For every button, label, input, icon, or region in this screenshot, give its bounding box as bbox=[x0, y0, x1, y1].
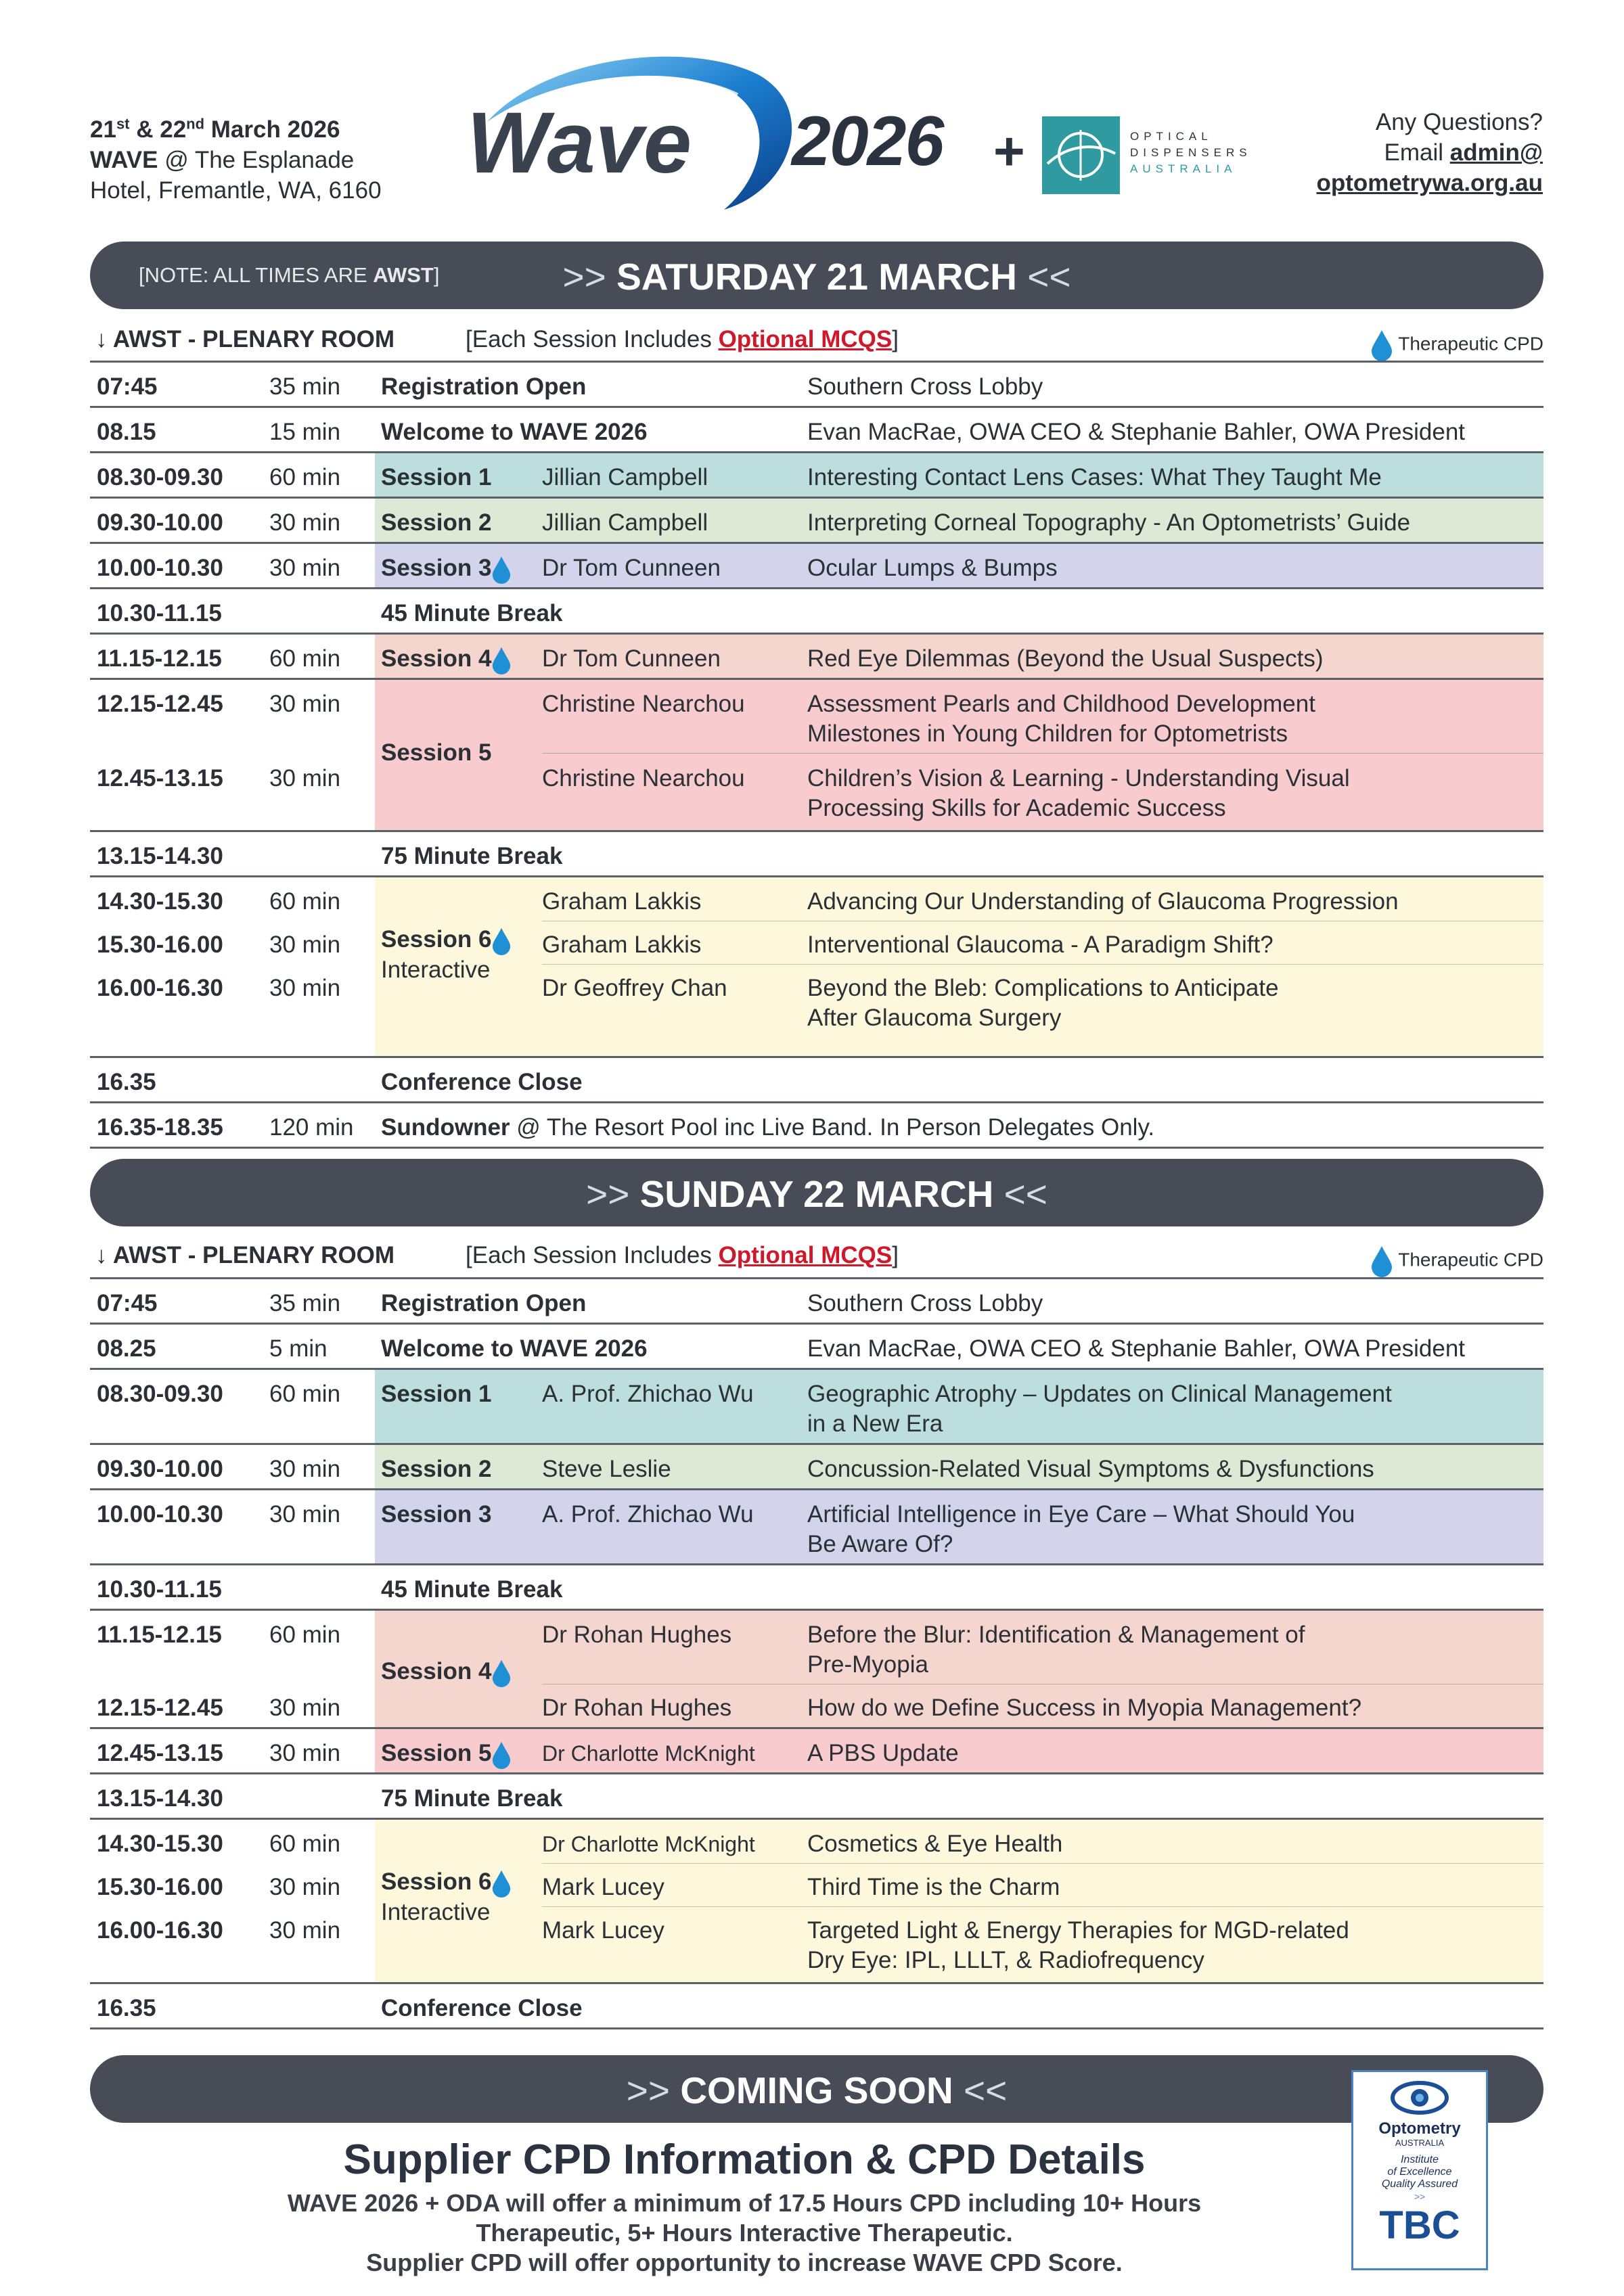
cpd-line-3: Supplier CPD will offer opportunity to increase WAVE CPD Score. bbox=[366, 2249, 1123, 2276]
therapeutic-drop-icon bbox=[491, 927, 512, 955]
table-row: 08.30-09.30 60 min Session 1 Jillian Campbell Interesting Contact Lens Cases: What They Taught Me bbox=[90, 453, 1543, 499]
logo-plus: + bbox=[993, 121, 1025, 181]
mcq-note: [Each Session Includes Optional MCQS] bbox=[466, 1242, 899, 1268]
event-date-venue bbox=[90, 108, 382, 206]
sunday-banner: >> SUNDAY 22 MARCH << bbox=[90, 1159, 1543, 1226]
event-venue: WAVE @ The Esplanade bbox=[90, 146, 355, 173]
cpd-legend: Therapeutic CPD bbox=[1370, 1245, 1543, 1277]
table-row: 10.00-10.30 30 min Session 3 Dr Tom Cunneen Ocular Lumps & Bumps bbox=[90, 544, 1543, 589]
sunday-schedule bbox=[90, 1277, 1543, 2029]
coming-soon-title: COMING SOON bbox=[680, 2069, 953, 2111]
table-row: 16.35 Conference Close bbox=[90, 1058, 1543, 1103]
contact-email: Email admin@ bbox=[1384, 139, 1543, 166]
oda-line-3: AUSTRALIA bbox=[1130, 162, 1237, 175]
oda-logo bbox=[1042, 116, 1259, 198]
therapeutic-drop-icon bbox=[491, 646, 512, 674]
mcq-note: [Each Session Includes Optional MCQS] bbox=[466, 326, 899, 352]
wave-logo-text: Wave bbox=[467, 95, 692, 191]
water-drop-icon bbox=[1370, 1245, 1393, 1277]
therapeutic-drop-icon bbox=[491, 1869, 512, 1898]
therapeutic-drop-icon bbox=[491, 555, 512, 584]
time-note: [NOTE: ALL TIMES ARE AWST] bbox=[139, 263, 440, 287]
table-row: 13.15-14.30 75 Minute Break bbox=[90, 832, 1543, 877]
cpd-line-2: Therapeutic, 5+ Hours Interactive Therapeutic. bbox=[476, 2219, 1013, 2247]
optional-mcqs-link[interactable]: Optional MCQS bbox=[718, 1242, 893, 1268]
supplier-cpd-section bbox=[0, 2134, 1489, 2278]
table-row: 07:45 35 min Registration Open Southern Cross Lobby bbox=[90, 363, 1543, 408]
saturday-title: SATURDAY 21 MARCH bbox=[616, 256, 1017, 298]
oda-eye-icon bbox=[1042, 116, 1120, 194]
water-drop-icon bbox=[1370, 329, 1393, 361]
table-row: 09.30-10.00 30 min Session 2 Steve Leslie Concussion-Related Visual Symptoms & Dysfunctions bbox=[90, 1445, 1543, 1490]
table-row: 11.15-12.15 60 min Session 4 Dr Tom Cunneen Red Eye Dilemmas (Beyond the Usual Suspects) bbox=[90, 635, 1543, 680]
sunday-subheader bbox=[90, 1239, 1543, 1273]
table-row: 10.30-11.15 45 Minute Break bbox=[90, 1565, 1543, 1611]
cpd-line-1: WAVE 2026 + ODA will offer a minimum of 17.5 Hours CPD including 10+ Hours bbox=[287, 2189, 1202, 2217]
contact-info bbox=[1317, 107, 1543, 198]
saturday-subheader bbox=[90, 323, 1543, 357]
therapeutic-drop-icon bbox=[491, 1741, 512, 1769]
eye-logo-icon bbox=[1389, 2079, 1450, 2117]
email-domain-link[interactable]: optometrywa.org.au bbox=[1316, 170, 1543, 196]
table-row: 08.30-09.30 60 min Session 1 A. Prof. Zhichao Wu Geographic Atrophy – Updates on Clinical Management in a New Era bbox=[90, 1370, 1543, 1445]
optometry-australia-badge: Optometry AUSTRALIA Institute of Excellence Quality Assured >> TBC bbox=[1351, 2070, 1488, 2270]
session-6-block: 14.30-15.30 60 min Session 6 Interactive Graham Lakkis Advancing Our Understanding of Glaucoma Progression 15.30-16.00 30 min Graham Lakkis Interventional Glaucoma - A Paradigm Shift? 16.00-16.30 30 min Dr Geoffrey Chan Beyond the Bleb: Complications to Anticipate After Glaucoma Surgery bbox=[90, 877, 1543, 1058]
table-row: 12.45-13.15 30 min Session 5 Dr Charlotte McKnight A PBS Update bbox=[90, 1729, 1543, 1774]
tbc-label: TBC bbox=[1379, 2203, 1460, 2247]
optional-mcqs-link[interactable]: Optional MCQS bbox=[718, 326, 893, 352]
oda-line-2: DISPENSERS bbox=[1130, 146, 1252, 159]
table-row: 10.30-11.15 45 Minute Break bbox=[90, 589, 1543, 635]
table-row: 08.25 5 min Welcome to WAVE 2026 Evan MacRae, OWA CEO & Stephanie Bahler, OWA President bbox=[90, 1325, 1543, 1370]
contact-question: Any Questions? bbox=[1375, 109, 1543, 135]
saturday-banner: [NOTE: ALL TIMES ARE AWST] >> SATURDAY 21 MARCH << bbox=[90, 242, 1543, 309]
saturday-schedule bbox=[90, 361, 1543, 1149]
email-link[interactable]: admin@ bbox=[1449, 139, 1543, 166]
wave-logo bbox=[467, 47, 846, 216]
oda-line-1: OPTICAL bbox=[1130, 130, 1213, 143]
plenary-label: ↓ AWST - PLENARY ROOM bbox=[95, 1242, 395, 1268]
table-row: 07:45 35 min Registration Open Southern Cross Lobby bbox=[90, 1279, 1543, 1325]
session-6-block: 14.30-15.30 60 min Session 6 Interactive Dr Charlotte McKnight Cosmetics & Eye Health 15.30-16.00 30 min Mark Lucey Third Time is the Charm 16.00-16.30 30 min Mark Lucey Targeted Light & Energy Therapies for MGD-related Dry Eye: IPL, LLLT, & Radiofrequency bbox=[90, 1820, 1543, 1984]
event-address: Hotel, Fremantle, WA, 6160 bbox=[90, 177, 382, 204]
table-row: 13.15-14.30 75 Minute Break bbox=[90, 1774, 1543, 1820]
table-row: 16.35 Conference Close bbox=[90, 1984, 1543, 2029]
table-row: 16.35-18.35 120 min Sundowner @ The Resort Pool inc Live Band. In Person Delegates Only. bbox=[90, 1103, 1543, 1149]
event-date: 21st & 22nd March 2026 bbox=[90, 115, 340, 143]
session-4-block: 11.15-12.15 60 min Session 4 Dr Rohan Hughes Before the Blur: Identification & Management of Pre-Myopia 12.15-12.45 30 min Dr Rohan Hughes How do we Define Success in Myopia Management? bbox=[90, 1611, 1543, 1729]
session-5-block: 12.15-12.45 30 min Session 5 Christine Nearchou Assessment Pearls and Childhood Development Milestones in Young Children for Optometrists 12.45-13.15 30 min Christine Nearchou Children’s Vision & Learning - Understanding Visual Processing Skills for Academic Success bbox=[90, 680, 1543, 832]
logo-year: 2026 bbox=[792, 102, 943, 181]
cpd-legend: Therapeutic CPD bbox=[1370, 329, 1543, 361]
supplier-cpd-heading: Supplier CPD Information & CPD Details bbox=[343, 2136, 1146, 2183]
coming-soon-banner: >> COMING SOON << bbox=[90, 2055, 1543, 2123]
plenary-label: ↓ AWST - PLENARY ROOM bbox=[95, 326, 395, 352]
therapeutic-drop-icon bbox=[491, 1659, 512, 1687]
sunday-title: SUNDAY 22 MARCH bbox=[639, 1173, 994, 1215]
table-row: 10.00-10.30 30 min Session 3 A. Prof. Zhichao Wu Artificial Intelligence in Eye Care – What Should You Be Aware Of? bbox=[90, 1490, 1543, 1565]
table-row: 08.15 15 min Welcome to WAVE 2026 Evan MacRae, OWA CEO & Stephanie Bahler, OWA President bbox=[90, 408, 1543, 453]
table-row: 09.30-10.00 30 min Session 2 Jillian Campbell Interpreting Corneal Topography - An Optometrists’ Guide bbox=[90, 499, 1543, 544]
